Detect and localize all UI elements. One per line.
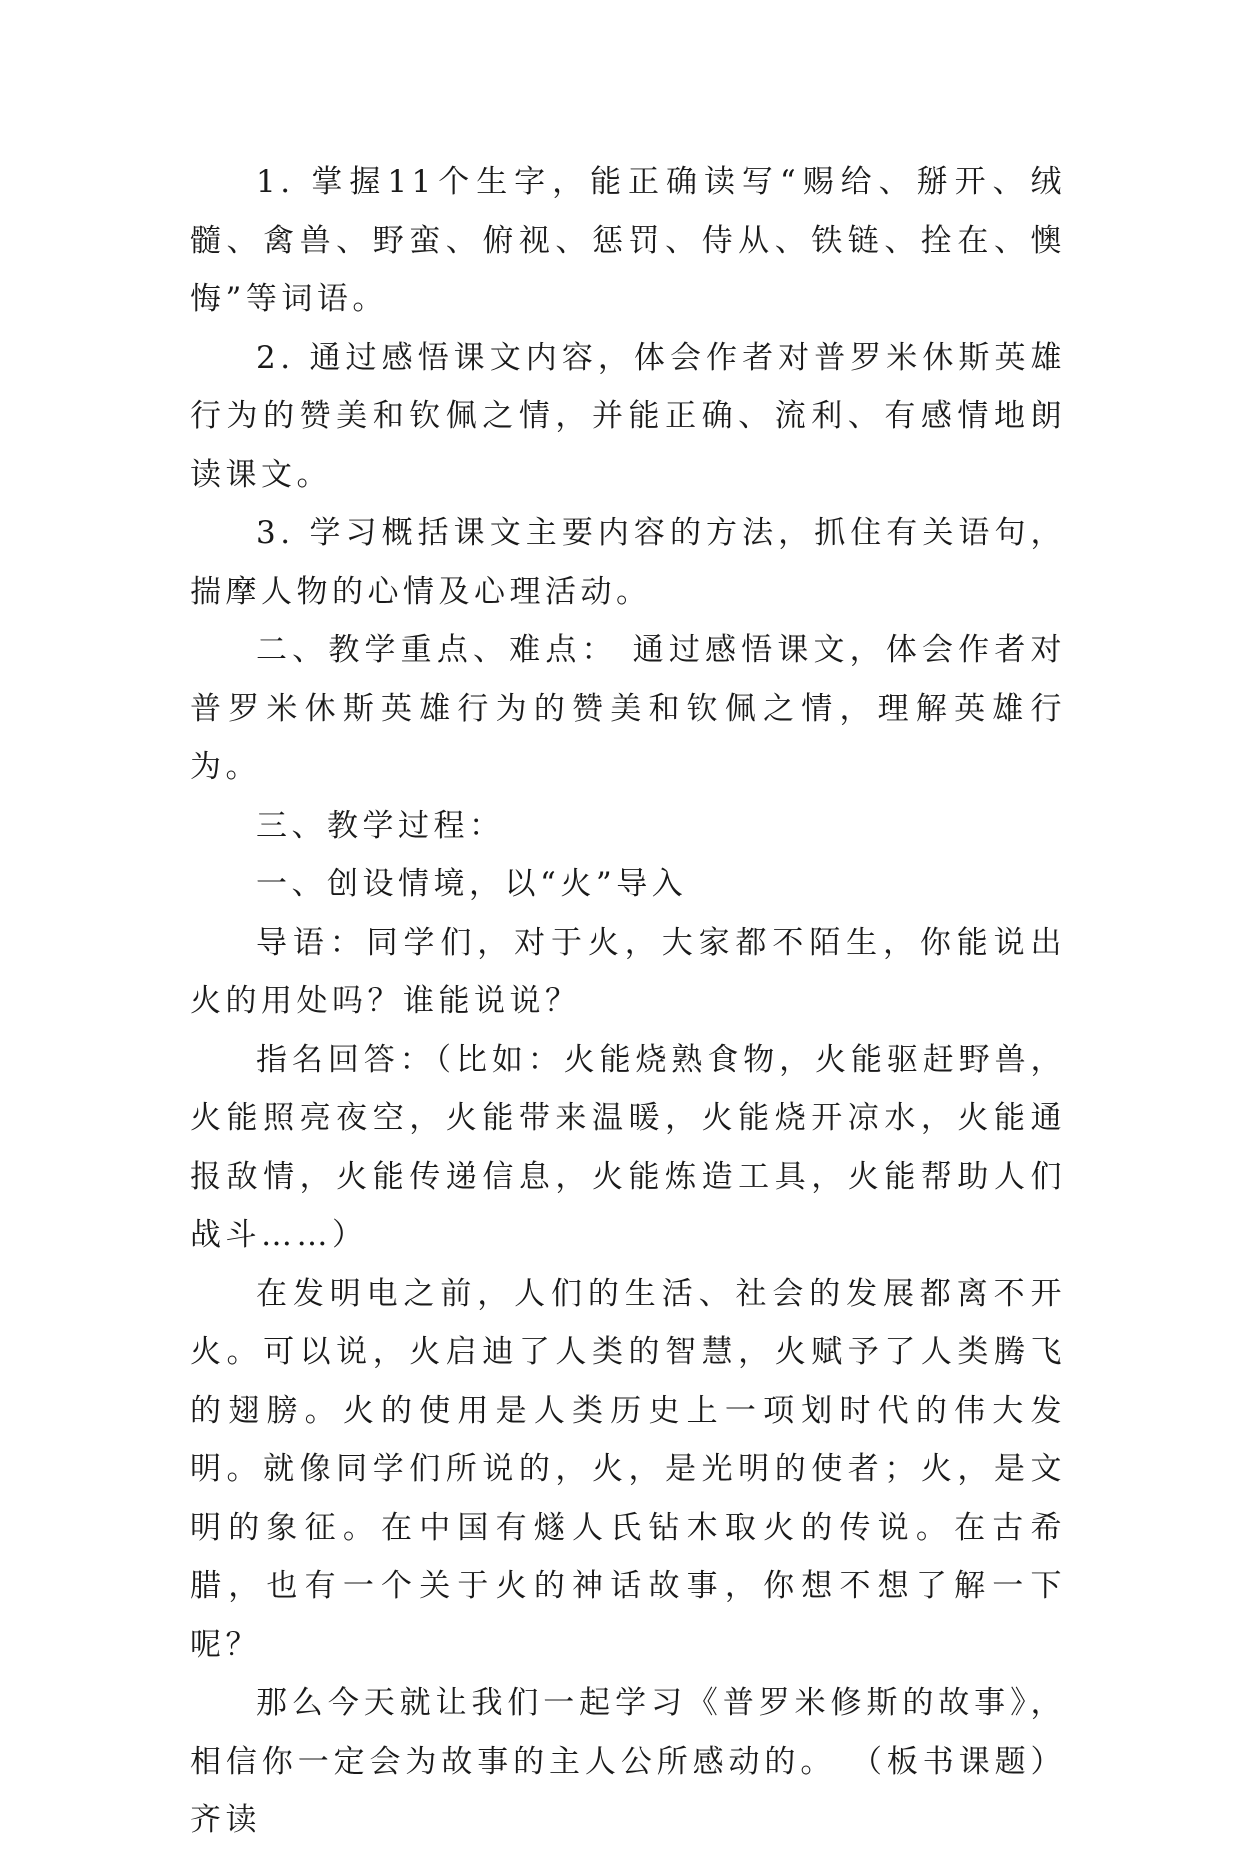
- fire-history-paragraph: 在发明电之前，人们的生活、社会的发展都离不开火。可以说，火启迪了人类的智慧，火赋予了人类腾飞的翅膀。火的使用是人类历史上一项划时代的伟大发明。就像同学们所说的，火，是光明的使者；火，是文明的象征。在中国有燧人氏钻木取火的传说。在古希腊，也有一个关于火的神话故事，你想不想了解一下呢？: [190, 1275, 1066, 1663]
- intro-paragraph: 导语：同学们，对于火，大家都不陌生，你能说出火的用处吗？谁能说说？: [190, 924, 1066, 1019]
- objective-2-paragraph: 2. 通过感悟课文内容，体会作者对普罗米休斯英雄行为的赞美和钦佩之情，并能正确、流利、有感情地朗读课文。: [190, 339, 1066, 493]
- answers-paragraph: 指名回答：（比如：火能烧熟食物，火能驱赶野兽，火能照亮夜空，火能带来温暖，火能烧开凉水，火能通报敌情，火能传递信息，火能炼造工具，火能帮助人们战斗……）: [190, 1041, 1066, 1253]
- process-heading: 三、教学过程：: [256, 807, 505, 844]
- key-points-paragraph: 二、教学重点、难点： 通过感悟课文，体会作者对普罗米休斯英雄行为的赞美和钦佩之情，理解英雄行为。: [190, 632, 1066, 785]
- objective-3-paragraph: 3. 学习概括课文主要内容的方法，抓住有关语句，揣摩人物的心情及心理活动。: [190, 515, 1066, 610]
- lesson-title-paragraph: 那么今天就让我们一起学习《普罗米修斯的故事》，相信你一定会为故事的主人公所感动的。 （板书课题）齐读: [190, 1685, 1066, 1838]
- step-1-heading: 一、创设情境，以“火”导入: [256, 866, 688, 902]
- document-body: [190, 153, 1066, 1850]
- objective-1-paragraph: 1. 掌握11个生字，能正确读写“赐给、掰开、绒髓、禽兽、野蛮、俯视、惩罚、侍从、铁链、拴在、懊悔”等词语。: [190, 164, 1066, 317]
